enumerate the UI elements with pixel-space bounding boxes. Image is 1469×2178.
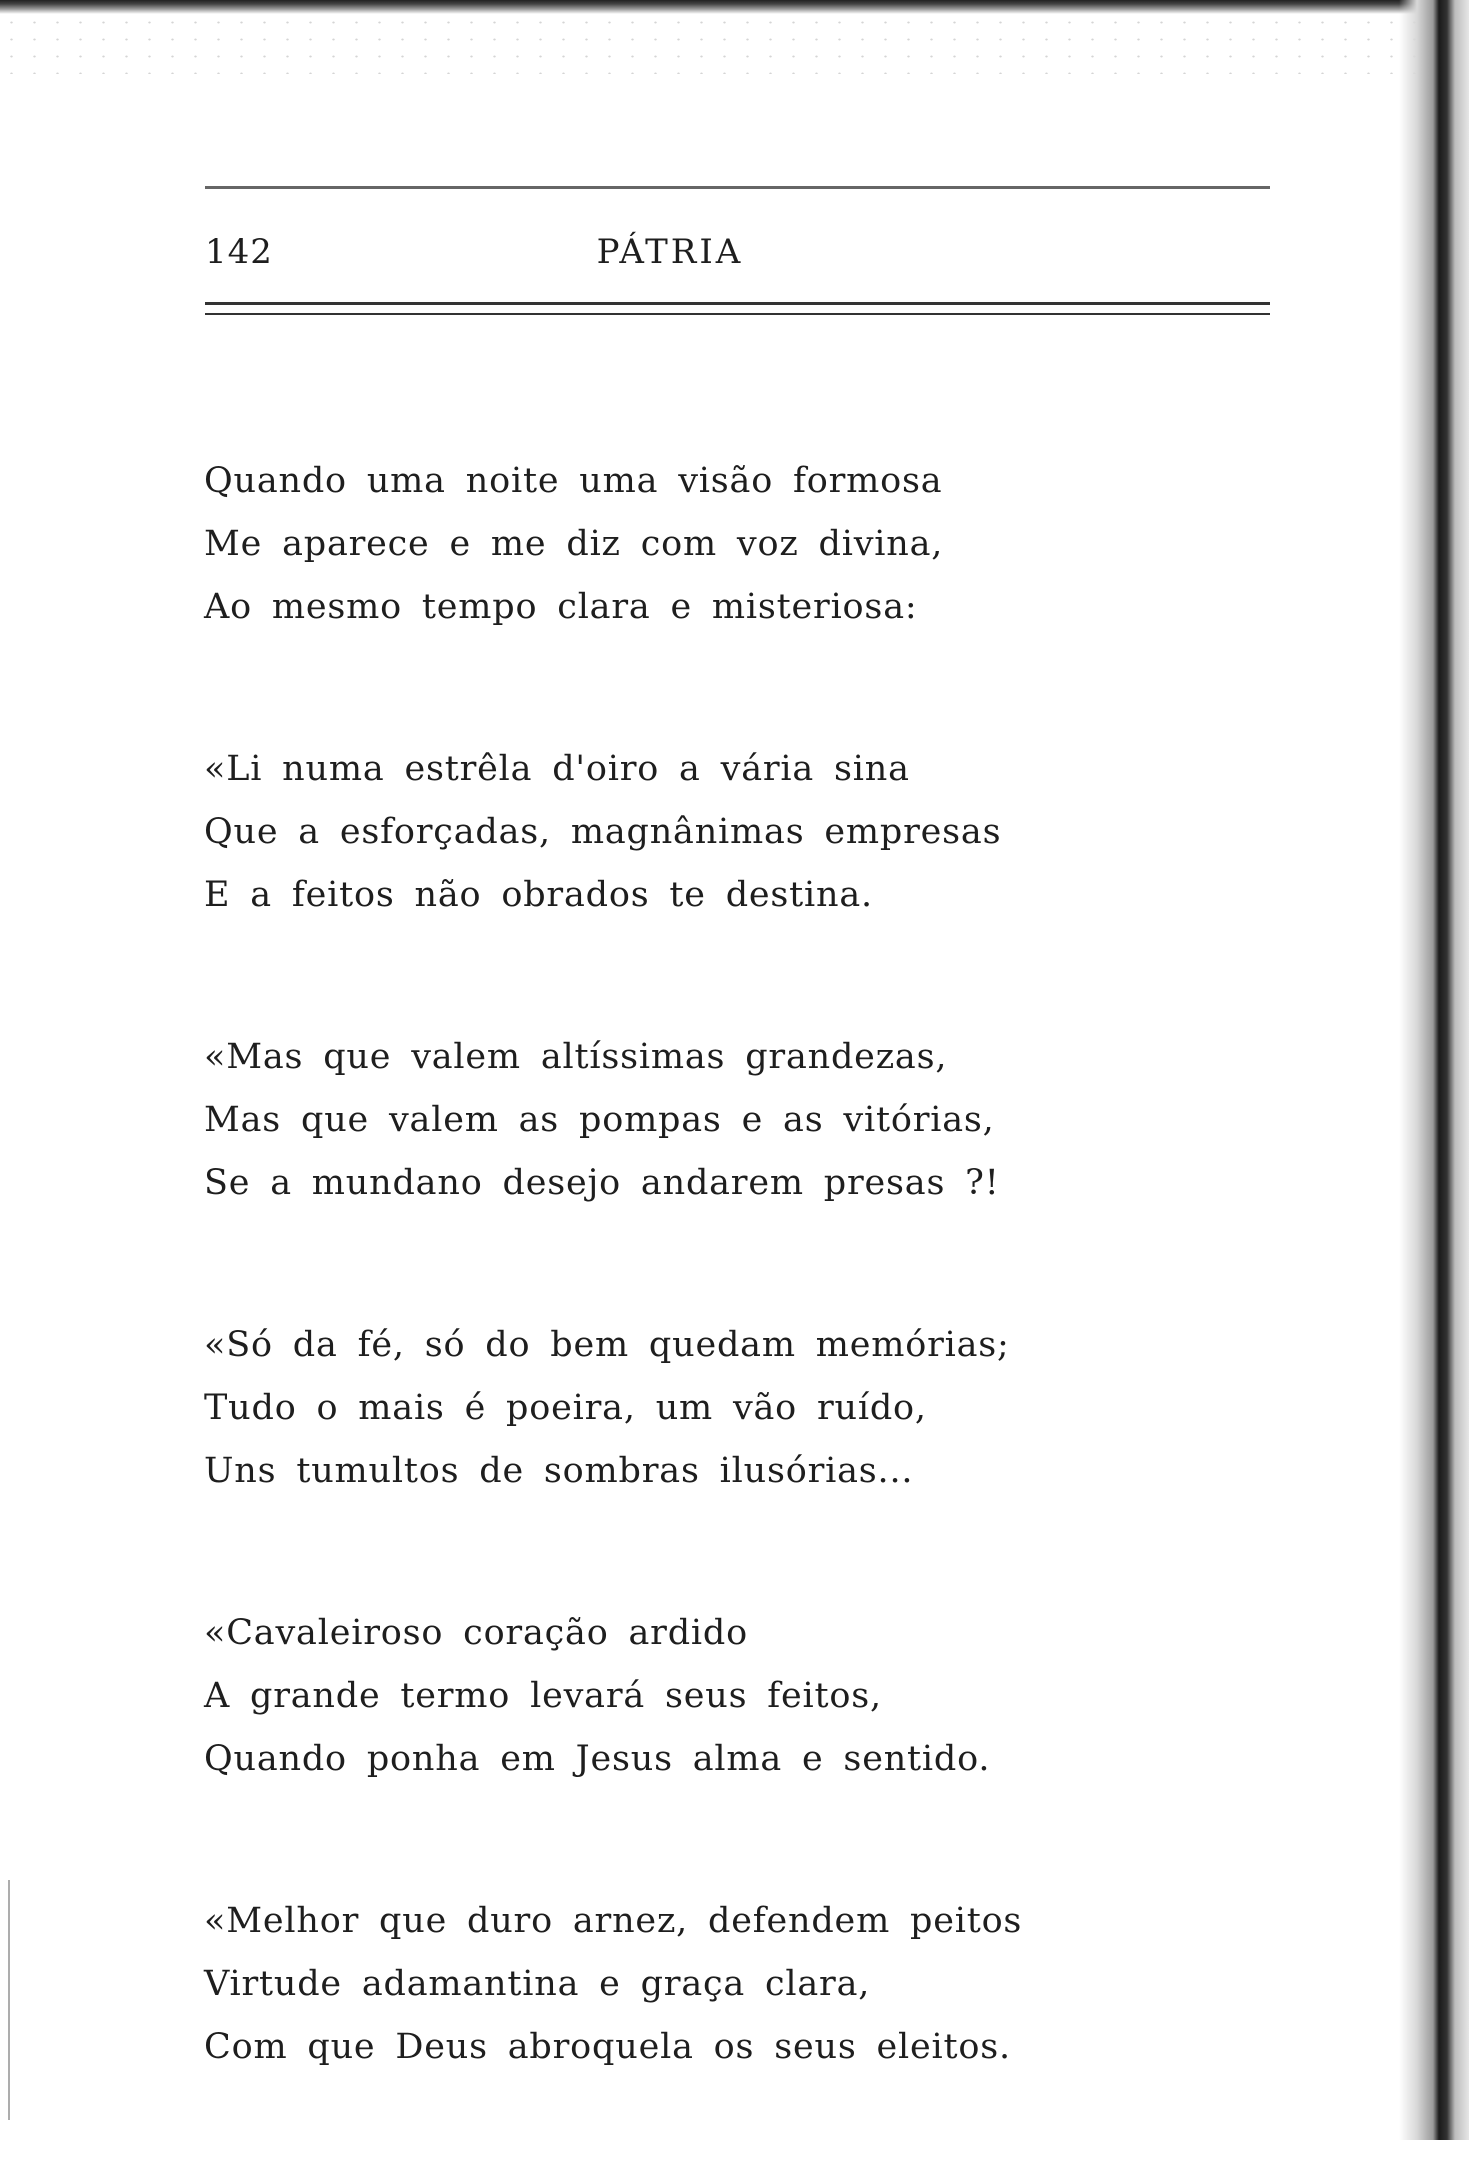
verse-line: E a feitos não obrados te destina. <box>204 875 873 915</box>
stanza <box>204 1314 1204 1602</box>
verse-line: Ao mesmo tempo clara e misteriosa: <box>204 587 918 627</box>
header-bottom-rule-thin <box>205 313 1270 315</box>
verse-line: Tudo o mais é poeira, um vão ruído, <box>204 1388 927 1428</box>
scan-top-edge <box>0 0 1469 14</box>
stanza <box>204 1890 1204 2178</box>
verse-line: A grande termo levará seus feitos, <box>204 1676 882 1716</box>
verse-line: Que a esforçadas, magnânimas empresas <box>204 812 1002 852</box>
stanza <box>204 1602 1204 1890</box>
verse-line: Uns tumultos de sombras ilusórias... <box>204 1451 914 1491</box>
verse-line: «Melhor que duro arnez, defendem peitos <box>204 1901 1023 1941</box>
verse-line: «Li numa estrêla d'oiro a vária sina <box>204 749 910 789</box>
verse-line: Me aparece e me diz com voz divina, <box>204 524 944 564</box>
verse-line: «Só da fé, só do bem quedam memórias; <box>204 1325 1010 1365</box>
stanza <box>204 1026 1204 1314</box>
page-number: 142 <box>205 232 273 272</box>
running-title: PÁTRIA <box>596 232 744 272</box>
header-bottom-rule <box>205 302 1270 305</box>
verse-line: Mas que valem as pompas e as vitórias, <box>204 1100 995 1140</box>
scan-speckle <box>0 14 1469 74</box>
stanza <box>204 450 1204 738</box>
stanza <box>204 738 1204 1026</box>
page-header <box>205 222 1270 282</box>
verse-line: «Cavaleiroso coração ardido <box>204 1613 748 1653</box>
verse-line: Quando ponha em Jesus alma e sentido. <box>204 1739 991 1779</box>
poem-body <box>204 450 1204 2178</box>
verse-line: Se a mundano desejo andarem presas ?! <box>204 1163 1000 1203</box>
verse-line: Virtude adamantina e graça clara, <box>204 1964 871 2004</box>
verse-line: «Mas que valem altíssimas grandezas, <box>204 1037 948 1077</box>
scan-margin-mark <box>8 1880 10 2120</box>
book-binding-edge <box>1399 0 1469 2140</box>
verse-line: Com que Deus abroquela os seus eleitos. <box>204 2027 1011 2067</box>
verse-line: Quando uma noite uma visão formosa <box>204 461 943 501</box>
header-top-rule <box>205 186 1270 189</box>
